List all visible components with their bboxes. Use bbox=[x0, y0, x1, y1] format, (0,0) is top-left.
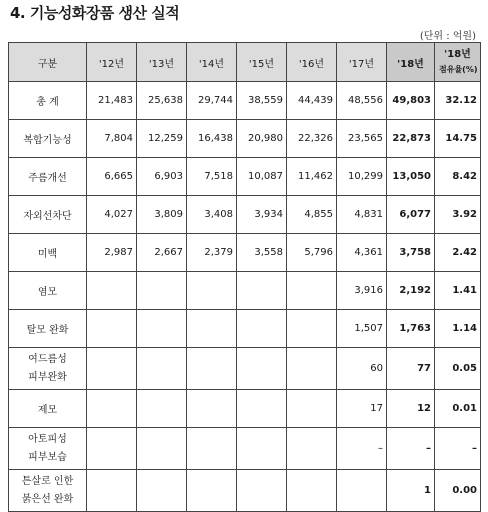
table-cell: 6,665 bbox=[87, 158, 137, 196]
table-cell bbox=[187, 390, 237, 428]
table-cell: 38,559 bbox=[237, 82, 287, 120]
header-year-2018: '18년 bbox=[387, 43, 435, 82]
table-cell: 48,556 bbox=[337, 82, 387, 120]
table-cell: 4,831 bbox=[337, 196, 387, 234]
table-cell: 4,027 bbox=[87, 196, 137, 234]
row-label: 주름개선 bbox=[9, 158, 87, 196]
header-category: 구분 bbox=[9, 43, 87, 82]
header-year-2016: '16년 bbox=[287, 43, 337, 82]
table-cell: 25,638 bbox=[137, 82, 187, 120]
table-cell bbox=[137, 470, 187, 512]
table-cell bbox=[137, 428, 187, 470]
table-cell: 3,916 bbox=[337, 272, 387, 310]
table-cell: 22,873 bbox=[387, 120, 435, 158]
table-cell bbox=[137, 390, 187, 428]
table-row bbox=[9, 310, 481, 348]
table-cell: 12,259 bbox=[137, 120, 187, 158]
table-cell: 11,462 bbox=[287, 158, 337, 196]
row-label: 자외선차단 bbox=[9, 196, 87, 234]
table-row bbox=[9, 158, 481, 196]
table-cell: 2,379 bbox=[187, 234, 237, 272]
table-cell: 2,987 bbox=[87, 234, 137, 272]
share-cell: 2.42 bbox=[435, 234, 481, 272]
table-cell: 17 bbox=[337, 390, 387, 428]
table-cell: 2,192 bbox=[387, 272, 435, 310]
row-label-line2: 피부보습 bbox=[28, 451, 67, 463]
table-cell bbox=[187, 310, 237, 348]
table-cell bbox=[137, 310, 187, 348]
header-year-2012: '12년 bbox=[87, 43, 137, 82]
header-year-2014: '14년 bbox=[187, 43, 237, 82]
table-row bbox=[9, 82, 481, 120]
production-table bbox=[8, 42, 481, 512]
row-label-line1: 튼살로 인한 bbox=[21, 475, 74, 487]
table-cell: 5,796 bbox=[287, 234, 337, 272]
table-cell: 10,299 bbox=[337, 158, 387, 196]
table-cell bbox=[87, 470, 137, 512]
table-row bbox=[9, 390, 481, 428]
unit-label: (단위 : 억원) bbox=[419, 31, 476, 42]
table-cell: 3,809 bbox=[137, 196, 187, 234]
table-cell bbox=[187, 428, 237, 470]
header-year-2015: '15년 bbox=[237, 43, 287, 82]
table-cell: 6,903 bbox=[137, 158, 187, 196]
header-share-line2: 점유율(%) bbox=[439, 65, 478, 74]
table-cell: 1,763 bbox=[387, 310, 435, 348]
table-row bbox=[9, 234, 481, 272]
row-label: 복합기능성 bbox=[9, 120, 87, 158]
share-cell: 32.12 bbox=[435, 82, 481, 120]
table-row bbox=[9, 120, 481, 158]
table-cell: 3,558 bbox=[237, 234, 287, 272]
table-cell bbox=[337, 470, 387, 512]
table-cell bbox=[237, 272, 287, 310]
table-cell: 29,744 bbox=[187, 82, 237, 120]
row-label-line2: 붉은선 완화 bbox=[21, 493, 74, 505]
table-cell: 2,667 bbox=[137, 234, 187, 272]
table-cell: 77 bbox=[387, 348, 435, 390]
table-cell: – bbox=[387, 428, 435, 470]
table-cell: 23,565 bbox=[337, 120, 387, 158]
table-cell: 16,438 bbox=[187, 120, 237, 158]
table-cell: 44,439 bbox=[287, 82, 337, 120]
table-cell bbox=[87, 390, 137, 428]
row-label: 염모 bbox=[9, 272, 87, 310]
row-label bbox=[9, 428, 87, 470]
table-row bbox=[9, 470, 481, 512]
table-cell bbox=[187, 348, 237, 390]
table-cell: – bbox=[337, 428, 387, 470]
share-cell: 1.14 bbox=[435, 310, 481, 348]
table-cell bbox=[237, 428, 287, 470]
table-cell: 60 bbox=[337, 348, 387, 390]
share-cell: 0.01 bbox=[435, 390, 481, 428]
row-label: 총 계 bbox=[9, 82, 87, 120]
document-title: 4. 기능성화장품 생산 실적 bbox=[10, 4, 180, 22]
table-cell bbox=[237, 390, 287, 428]
table-cell: 7,518 bbox=[187, 158, 237, 196]
share-cell: 8.42 bbox=[435, 158, 481, 196]
share-cell: 0.00 bbox=[435, 470, 481, 512]
row-label: 제모 bbox=[9, 390, 87, 428]
table-row bbox=[9, 428, 481, 470]
table-row bbox=[9, 272, 481, 310]
share-cell: 1.41 bbox=[435, 272, 481, 310]
table-cell: 49,803 bbox=[387, 82, 435, 120]
table-cell bbox=[287, 428, 337, 470]
share-cell: 3.92 bbox=[435, 196, 481, 234]
table-cell: 4,855 bbox=[287, 196, 337, 234]
header-row bbox=[9, 43, 481, 82]
table-cell: 3,408 bbox=[187, 196, 237, 234]
share-cell: – bbox=[435, 428, 481, 470]
table-cell bbox=[287, 272, 337, 310]
row-label bbox=[9, 470, 87, 512]
table-cell: 22,326 bbox=[287, 120, 337, 158]
header-year-2017: '17년 bbox=[337, 43, 387, 82]
header-share-line1: '18년 bbox=[444, 49, 471, 60]
table-cell: 7,804 bbox=[87, 120, 137, 158]
table-cell: 13,050 bbox=[387, 158, 435, 196]
table-cell bbox=[87, 428, 137, 470]
table-cell: 6,077 bbox=[387, 196, 435, 234]
table-cell: 1,507 bbox=[337, 310, 387, 348]
row-label-line2: 피부완화 bbox=[28, 371, 67, 383]
header-share bbox=[435, 43, 481, 82]
table-cell bbox=[87, 272, 137, 310]
table-cell: 3,934 bbox=[237, 196, 287, 234]
table-cell bbox=[87, 310, 137, 348]
table-cell bbox=[287, 310, 337, 348]
row-label: 미백 bbox=[9, 234, 87, 272]
table-cell bbox=[187, 470, 237, 512]
table-cell: 20,980 bbox=[237, 120, 287, 158]
table-cell: 10,087 bbox=[237, 158, 287, 196]
table-cell bbox=[237, 348, 287, 390]
table-cell: 21,483 bbox=[87, 82, 137, 120]
header-year-2013: '13년 bbox=[137, 43, 187, 82]
table-cell: 12 bbox=[387, 390, 435, 428]
table-row bbox=[9, 196, 481, 234]
table-cell bbox=[287, 348, 337, 390]
table-cell bbox=[287, 470, 337, 512]
table-cell: 4,361 bbox=[337, 234, 387, 272]
row-label-line1: 여드름성 bbox=[28, 353, 67, 365]
row-label-line1: 아토피성 bbox=[28, 433, 67, 445]
table-cell bbox=[237, 470, 287, 512]
table-cell bbox=[137, 348, 187, 390]
table-row bbox=[9, 348, 481, 390]
table-cell bbox=[287, 390, 337, 428]
table-cell bbox=[187, 272, 237, 310]
table-cell bbox=[137, 272, 187, 310]
share-cell: 14.75 bbox=[435, 120, 481, 158]
row-label: 탈모 완화 bbox=[9, 310, 87, 348]
share-cell: 0.05 bbox=[435, 348, 481, 390]
row-label bbox=[9, 348, 87, 390]
table-cell: 3,758 bbox=[387, 234, 435, 272]
table-cell bbox=[87, 348, 137, 390]
table-cell bbox=[237, 310, 287, 348]
table-cell: 1 bbox=[387, 470, 435, 512]
